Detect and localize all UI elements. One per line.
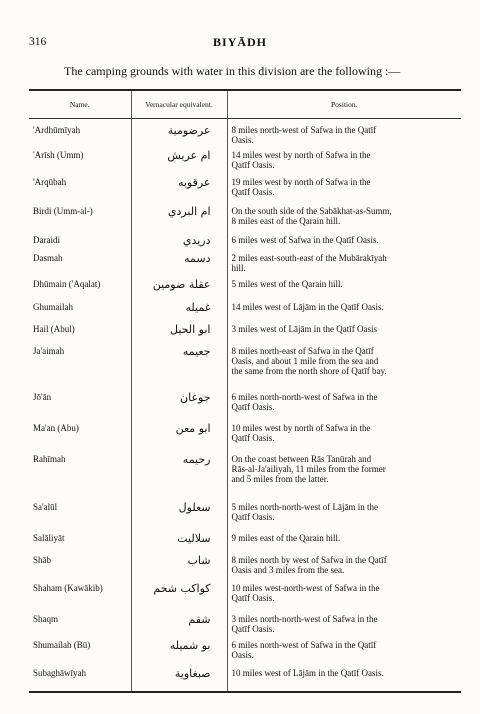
vernacular-name: دسمه: [131, 253, 227, 279]
table-row: [29, 177, 461, 206]
vernacular-name: عرضومية: [131, 119, 227, 150]
position-line: 10 miles west-north-west of Safwa in the: [231, 582, 380, 593]
position-description: [227, 253, 461, 279]
position-line: 10 miles west by north of Safwa in the: [231, 422, 371, 433]
position-description: [227, 668, 461, 692]
table-row: [29, 346, 461, 392]
table-row: [29, 555, 461, 583]
place-name: Rahīmah: [33, 453, 66, 464]
position-description: [227, 324, 461, 346]
table-row: [29, 640, 461, 668]
position-description: [227, 555, 461, 583]
place-name: Sa'alūl: [33, 501, 58, 512]
table-row: [29, 392, 461, 423]
position-line: 5 miles north-north-west of Lājām in the: [231, 501, 378, 512]
position-line: 14 miles west of Lājām in the Qatīf Oasis.: [231, 301, 384, 312]
position-line: Oasis and 3 miles from the sea.: [231, 564, 345, 575]
place-name: 'Arqūbah: [33, 176, 67, 187]
place-name: Ja'aimah: [33, 345, 65, 356]
table-row: [29, 583, 461, 614]
position-description: [227, 583, 461, 614]
position-description: [227, 302, 461, 324]
position-line: 8 miles north-east of Safwa in the Qatīf: [231, 345, 374, 356]
position-line: On the coast between Rās Tanūrah and: [231, 453, 372, 464]
position-line: 3 miles west of Lājām in the Qatīf Oasis: [231, 323, 377, 334]
column-header-vernacular: Vernacular equivalent.: [131, 90, 227, 119]
table-row: [29, 533, 461, 555]
table-row: [29, 150, 461, 177]
vernacular-name: غميله: [131, 302, 227, 324]
intro-text: The camping grounds with water in this division are the following :—: [64, 64, 401, 78]
table-row: [29, 614, 461, 640]
table-row: [29, 454, 461, 502]
place-name: 'Ardhūmīyah: [33, 125, 81, 135]
position-line: Qatīf Oasis.: [231, 401, 275, 412]
table-header-row: [29, 90, 461, 119]
position-description: [227, 454, 461, 502]
place-name: Shāb: [33, 554, 51, 565]
place-name: Birdi (Umm-al-): [33, 205, 93, 216]
position-line: 9 miles east of the Qarain hill.: [231, 532, 341, 543]
vernacular-name: عرقوبه: [131, 177, 227, 206]
position-line: Oasis.: [231, 649, 254, 660]
position-line: hill.: [231, 262, 246, 273]
table-row: [29, 502, 461, 533]
position-line: 5 miles west of the Qarain hill.: [231, 278, 343, 289]
position-line: 6 miles north-north-west of Safwa in the: [231, 391, 378, 402]
table-row: [29, 324, 461, 346]
position-description: [227, 640, 461, 668]
position-description: [227, 206, 461, 235]
position-line: and 5 miles from the latter.: [231, 473, 329, 484]
position-line: 2 miles east-south-east of the Mubārakīyah: [231, 252, 387, 263]
position-line: 8 miles north-west of Safwa in the Qatīf: [231, 125, 377, 135]
place-name: Jō'ān: [33, 391, 52, 402]
position-description: [227, 150, 461, 177]
position-line: 8 miles east of the Qarain hill.: [231, 215, 341, 226]
position-line: On the south side of the Sabākhat-as-Summ,: [231, 205, 392, 216]
vernacular-name: جعيمه: [131, 346, 227, 392]
position-description: [227, 346, 461, 392]
vernacular-name: ابو الحيل: [131, 324, 227, 346]
position-description: [227, 392, 461, 423]
vernacular-name: ابو معن: [131, 423, 227, 454]
position-description: [227, 119, 461, 150]
table-row: [29, 253, 461, 279]
position-line: Rās-al-Ja'ailiyah, 11 miles from the former: [231, 463, 386, 474]
vernacular-name: شقم: [131, 614, 227, 640]
position-description: [227, 423, 461, 454]
position-description: [227, 614, 461, 640]
vernacular-name: سعلول: [131, 502, 227, 533]
place-name: Subaghāwīyah: [29, 668, 131, 692]
place-name: Dhūmain ('Aqalat): [33, 278, 101, 289]
position-line: Qatīf Oasis.: [231, 159, 275, 170]
place-name: Hail (Abul): [33, 323, 75, 334]
place-name: Shaqm: [33, 613, 59, 624]
place-name: 'Arīsh (Umm): [33, 149, 84, 160]
position-line: 3 miles north-north-west of Safwa in the: [231, 613, 378, 624]
place-name: Daraidi: [33, 234, 60, 245]
place-name: Salāliyāt: [33, 532, 65, 543]
position-line: 6 miles north-west of Safwa in the Qatīf: [231, 639, 377, 650]
position-line: Oasis.: [231, 135, 254, 145]
position-line: 8 miles north by west of Safwa in the Qatīf: [231, 554, 387, 565]
place-name: Dasmah: [33, 252, 63, 263]
running-head: BIYĀDH: [212, 35, 267, 49]
position-line: 14 miles west by north of Safwa in the: [231, 149, 371, 160]
column-header-position: Position.: [227, 90, 461, 119]
column-header-name: Name.: [29, 90, 131, 119]
table-row: [29, 279, 461, 302]
page-number: 316: [29, 36, 47, 48]
position-description: [227, 533, 461, 555]
table-row: [29, 206, 461, 235]
vernacular-name: سلاليت: [131, 533, 227, 555]
table-row: [29, 302, 461, 324]
place-name: Ma'an (Abu): [33, 422, 79, 433]
position-description: [227, 279, 461, 302]
place-name: Ghumailah: [33, 301, 73, 312]
position-line: Oasis, and about 1 mile from the sea and: [231, 355, 379, 366]
vernacular-name: رحيمه: [131, 454, 227, 502]
vernacular-name: شاب: [131, 555, 227, 583]
position-line: Qatīf Oasis.: [231, 186, 275, 197]
table-body: [29, 119, 461, 692]
table-row: [29, 668, 461, 692]
vernacular-name: كواكب شحم: [131, 583, 227, 614]
position-description: [227, 235, 461, 253]
vernacular-name: ام عريش: [131, 150, 227, 177]
position-line: 6 miles west of Safwa in the Qatīf Oasis.: [231, 234, 379, 245]
place-name: Shaham (Kawākib): [33, 582, 103, 593]
place-name: Shumailah (Bū): [33, 639, 91, 650]
position-line: the same from the north shore of Qatīf bay.: [231, 365, 387, 376]
vernacular-name: عقلة ضومين: [131, 279, 227, 302]
position-line: Qatīf Oasis.: [231, 432, 275, 443]
table-row: [29, 423, 461, 454]
position-line: Qatīf Oasis.: [231, 592, 275, 603]
position-line: Qatīf Oasis.: [231, 623, 275, 634]
vernacular-name: دريدي: [131, 235, 227, 253]
position-line: 10 miles west of Lājām in the Qatīf Oasis.: [231, 667, 384, 678]
vernacular-name: جوعان: [131, 392, 227, 423]
position-line: 19 miles west by north of Safwa in the: [231, 176, 371, 187]
position-description: [227, 502, 461, 533]
camping-grounds-table: [29, 89, 461, 693]
vernacular-name: بو شميله: [131, 640, 227, 668]
vernacular-name: صبغاوية: [131, 668, 227, 692]
table-row: [29, 235, 461, 253]
table-row: [29, 119, 461, 150]
position-line: Qatīf Oasis.: [231, 511, 275, 522]
position-description: [227, 177, 461, 206]
vernacular-name: ام البردي: [131, 206, 227, 235]
